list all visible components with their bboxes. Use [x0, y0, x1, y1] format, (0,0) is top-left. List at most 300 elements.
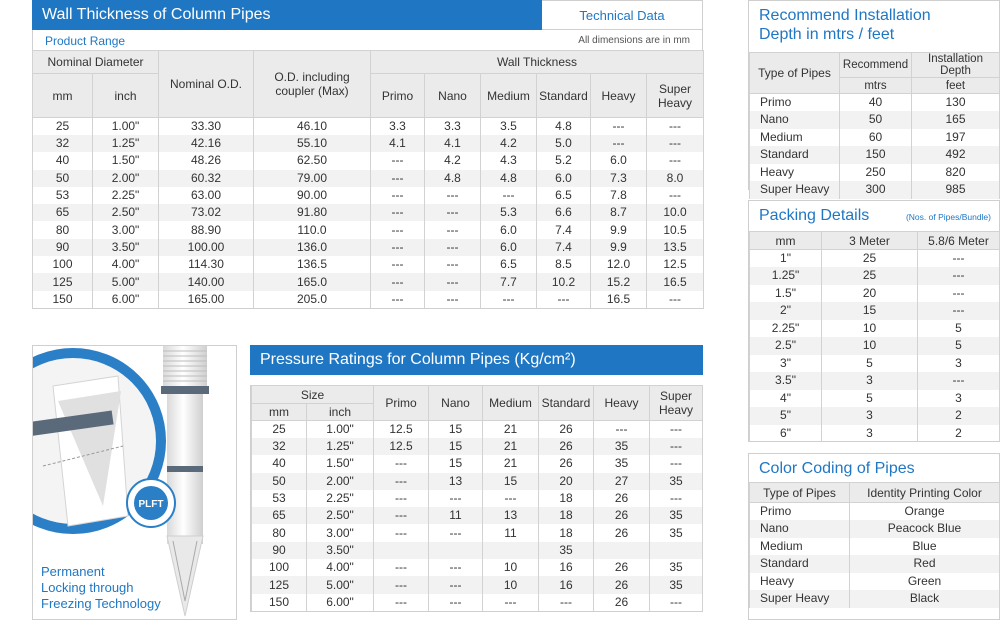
table-cell: 125	[33, 273, 93, 290]
table-row	[750, 407, 1000, 425]
table-cell: Blue	[850, 538, 1000, 556]
table-cell: 4.8	[425, 170, 481, 187]
color-column-header: Identity Printing Color	[850, 483, 1000, 503]
table-row	[252, 576, 703, 593]
installation-depth-title	[749, 1, 999, 48]
pressure-mm-header: mm	[252, 404, 307, 421]
table-row	[33, 239, 704, 256]
table-cell: 2	[918, 407, 1000, 425]
table-row	[33, 152, 704, 169]
table-cell: 150	[840, 146, 912, 164]
table-cell: Orange	[850, 503, 1000, 521]
table-cell: 7.4	[537, 239, 591, 256]
table-row	[750, 538, 1000, 556]
wall-grade-header: Heavy	[591, 74, 647, 118]
installation-title-line-2: Depth in mtrs / feet	[759, 26, 895, 43]
table-cell: 4"	[750, 390, 822, 408]
installation-depth-panel	[748, 0, 1000, 197]
table-cell: 5.00"	[307, 576, 374, 593]
table-cell: 165	[912, 111, 1000, 129]
pipe-thread	[161, 346, 209, 394]
table-cell: 3.50"	[93, 239, 159, 256]
pressure-grade-header: Heavy	[594, 386, 650, 421]
table-cell: 26	[539, 421, 594, 439]
pressure-ratings-title: Pressure Ratings for Column Pipes (Kg/cm²)	[250, 345, 703, 375]
table-cell: 2.25"	[307, 490, 374, 507]
table-cell: Medium	[750, 538, 850, 556]
table-cell: ---	[650, 438, 703, 455]
table-cell: 114.30	[159, 256, 254, 273]
table-cell: 3	[822, 407, 918, 425]
table-cell: 60.32	[159, 170, 254, 187]
table-cell: 3.5"	[750, 372, 822, 390]
table-cell: 26	[594, 524, 650, 541]
table-cell: ---	[374, 594, 429, 611]
table-cell: 5.00"	[93, 273, 159, 290]
pressure-grade-header: Medium	[483, 386, 539, 421]
table-cell: 16.5	[591, 291, 647, 309]
table-cell: 3	[918, 390, 1000, 408]
table-cell: ---	[425, 239, 481, 256]
table-cell: 11	[429, 507, 483, 524]
table-row	[33, 273, 704, 290]
table-cell: 7.3	[591, 170, 647, 187]
nominal-od-header: Nominal O.D.	[159, 51, 254, 118]
table-cell: 21	[483, 438, 539, 455]
table-cell: 100	[252, 559, 307, 576]
table-cell: 165.00	[159, 291, 254, 309]
table-row	[750, 302, 1000, 320]
color-coding-table	[749, 482, 1000, 608]
table-cell: 250	[840, 164, 912, 182]
table-cell: 5	[918, 337, 1000, 355]
table-cell: ---	[647, 118, 704, 136]
color-coding-panel	[748, 453, 1000, 620]
plft-badge-text: PLFT	[138, 499, 164, 510]
table-cell: 48.26	[159, 152, 254, 169]
pressure-inch-header: inch	[307, 404, 374, 421]
table-cell: 32	[252, 438, 307, 455]
feet-header: feet	[912, 78, 1000, 94]
mm-header: mm	[33, 74, 93, 118]
table-cell: 4.8	[537, 118, 591, 136]
table-cell: 13	[429, 473, 483, 490]
table-cell: 65	[252, 507, 307, 524]
table-cell: 1.00"	[307, 421, 374, 439]
dimensions-note: All dimensions are in mm	[578, 35, 690, 46]
table-cell	[374, 542, 429, 559]
table-cell: ---	[425, 221, 481, 238]
table-cell: 53	[252, 490, 307, 507]
table-cell: 63.00	[159, 187, 254, 204]
table-cell: ---	[429, 490, 483, 507]
table-cell: 6.5	[481, 256, 537, 273]
inch-header: inch	[93, 74, 159, 118]
table-cell: ---	[483, 490, 539, 507]
table-cell: 3	[822, 425, 918, 443]
table-cell: ---	[371, 187, 425, 204]
table-cell: 136.5	[254, 256, 371, 273]
table-cell: 165.0	[254, 273, 371, 290]
table-cell: ---	[594, 421, 650, 439]
od-coupler-header: O.D. including coupler (Max)	[254, 51, 371, 118]
table-cell: 15.2	[591, 273, 647, 290]
table-cell: 16	[539, 576, 594, 593]
table-cell: 205.0	[254, 291, 371, 309]
table-cell: ---	[371, 273, 425, 290]
color-coding-title: Color Coding of Pipes	[759, 460, 915, 477]
table-cell: ---	[591, 118, 647, 136]
table-cell: ---	[374, 473, 429, 490]
table-cell: 1.25"	[307, 438, 374, 455]
packing-details-table	[749, 231, 1000, 442]
table-cell: 26	[594, 576, 650, 593]
table-cell: Medium	[750, 129, 840, 147]
packing-column-header: 5.8/6 Meter	[918, 232, 1000, 250]
table-cell: ---	[425, 204, 481, 221]
table-row	[750, 573, 1000, 591]
table-cell: ---	[591, 135, 647, 152]
table-cell: 2.00"	[93, 170, 159, 187]
table-cell: 65	[33, 204, 93, 221]
wall-subheader	[32, 30, 703, 50]
table-cell: 150	[252, 594, 307, 611]
table-cell: Red	[850, 555, 1000, 573]
table-cell: 2.50"	[93, 204, 159, 221]
table-cell: Nano	[750, 520, 850, 538]
table-cell: 2.00"	[307, 473, 374, 490]
table-cell: 4.00"	[93, 256, 159, 273]
table-cell: 6.0	[481, 239, 537, 256]
table-cell: 21	[483, 421, 539, 439]
wall-grade-header: Medium	[481, 74, 537, 118]
wall-thickness-panel	[32, 0, 703, 311]
caption-line-3: Freezing Technology	[41, 596, 161, 611]
color-column-header: Type of Pipes	[750, 483, 850, 503]
table-cell: ---	[374, 490, 429, 507]
table-cell: ---	[429, 524, 483, 541]
table-cell: 35	[650, 473, 703, 490]
table-cell: 4.2	[425, 152, 481, 169]
table-cell: 35	[650, 576, 703, 593]
table-cell: ---	[374, 576, 429, 593]
table-cell: 35	[594, 455, 650, 472]
table-cell: 3.50"	[307, 542, 374, 559]
table-cell: 25	[822, 250, 918, 268]
table-row	[252, 473, 703, 490]
table-cell: Peacock Blue	[850, 520, 1000, 538]
table-cell: ---	[374, 455, 429, 472]
table-cell: 79.00	[254, 170, 371, 187]
wall-grade-header: Nano	[425, 74, 481, 118]
table-cell: 15	[822, 302, 918, 320]
wall-thickness-group-header: Wall Thickness	[371, 51, 704, 74]
table-cell: 26	[594, 594, 650, 611]
installation-title-line-1: Recommend Installation	[759, 7, 931, 24]
table-cell: ---	[483, 594, 539, 611]
table-cell: 27	[594, 473, 650, 490]
table-cell: 8.5	[537, 256, 591, 273]
table-cell: 15	[429, 438, 483, 455]
table-cell: Primo	[750, 503, 850, 521]
table-cell: 2.25"	[93, 187, 159, 204]
install-depth-header: Installation Depth	[912, 53, 1000, 78]
table-cell: 4.2	[481, 135, 537, 152]
table-cell: 35	[650, 559, 703, 576]
table-cell: ---	[425, 291, 481, 309]
table-cell: 10.2	[537, 273, 591, 290]
table-cell: 6"	[750, 425, 822, 443]
table-row	[750, 320, 1000, 338]
table-row	[252, 438, 703, 455]
table-cell: ---	[371, 221, 425, 238]
table-cell: 18	[539, 507, 594, 524]
table-cell: 1"	[750, 250, 822, 268]
table-row	[750, 590, 1000, 608]
table-cell: ---	[425, 273, 481, 290]
installation-depth-table	[749, 52, 1000, 199]
table-cell: 88.90	[159, 221, 254, 238]
mtrs-header: mtrs	[840, 78, 912, 94]
table-cell: 13.5	[647, 239, 704, 256]
table-cell: 1.00"	[93, 118, 159, 136]
nominal-diameter-header: Nominal Diameter	[33, 51, 159, 74]
table-cell: 1.25"	[93, 135, 159, 152]
packing-details-title: Packing Details	[759, 207, 870, 224]
table-cell: 20	[822, 285, 918, 303]
table-cell: 7.4	[537, 221, 591, 238]
table-cell: 35	[650, 507, 703, 524]
table-cell: ---	[647, 291, 704, 309]
table-cell: 4.3	[481, 152, 537, 169]
table-cell: 26	[594, 490, 650, 507]
table-cell: 100.00	[159, 239, 254, 256]
table-cell: 5	[822, 355, 918, 373]
table-cell: 140.00	[159, 273, 254, 290]
table-cell: 40	[840, 94, 912, 112]
table-cell: 55.10	[254, 135, 371, 152]
table-cell: ---	[371, 256, 425, 273]
table-cell: 6.5	[537, 187, 591, 204]
table-cell: 150	[33, 291, 93, 309]
table-cell: 50	[33, 170, 93, 187]
table-cell: 130	[912, 94, 1000, 112]
table-row	[33, 187, 704, 204]
table-cell: 40	[33, 152, 93, 169]
table-cell: 13	[483, 507, 539, 524]
table-row	[750, 355, 1000, 373]
caption-line-2: Locking through	[41, 580, 134, 595]
table-cell: 6.0	[591, 152, 647, 169]
table-row	[750, 164, 1000, 182]
table-cell: 5.2	[537, 152, 591, 169]
pressure-grade-header: Standard	[539, 386, 594, 421]
table-cell: ---	[537, 291, 591, 309]
table-cell: 26	[539, 455, 594, 472]
table-cell: ---	[371, 204, 425, 221]
table-row	[750, 503, 1000, 521]
table-cell: 6.0	[481, 221, 537, 238]
table-cell: ---	[374, 559, 429, 576]
table-cell: 16	[539, 559, 594, 576]
pressure-ratings-panel	[250, 345, 703, 620]
table-row	[750, 250, 1000, 268]
install-type-header: Type of Pipes	[750, 53, 840, 94]
table-cell: 10	[483, 559, 539, 576]
table-cell: 5"	[750, 407, 822, 425]
table-cell: ---	[429, 559, 483, 576]
table-cell: 985	[912, 181, 1000, 199]
table-cell: 4.1	[425, 135, 481, 152]
table-cell: ---	[918, 250, 1000, 268]
caption-line-1: Permanent	[41, 564, 105, 579]
table-row	[750, 337, 1000, 355]
packing-details-panel	[748, 200, 1000, 442]
table-cell: ---	[374, 507, 429, 524]
recommend-header: Recommend	[840, 53, 912, 78]
table-cell: ---	[650, 490, 703, 507]
table-cell: 125	[252, 576, 307, 593]
table-cell	[594, 542, 650, 559]
table-cell: 5.0	[537, 135, 591, 152]
table-cell: 820	[912, 164, 1000, 182]
pressure-ratings-table	[251, 385, 703, 611]
table-row	[750, 390, 1000, 408]
table-row	[252, 559, 703, 576]
table-cell: 20	[539, 473, 594, 490]
table-row	[750, 425, 1000, 443]
table-cell: Primo	[750, 94, 840, 112]
table-cell: 1.50"	[307, 455, 374, 472]
table-cell: Nano	[750, 111, 840, 129]
table-cell: 25	[33, 118, 93, 136]
table-cell: 5.3	[481, 204, 537, 221]
table-cell: 42.16	[159, 135, 254, 152]
table-cell: 15	[483, 473, 539, 490]
table-cell: 10.0	[647, 204, 704, 221]
table-cell: 2"	[750, 302, 822, 320]
table-cell: 4.8	[481, 170, 537, 187]
packing-details-header	[749, 201, 999, 231]
table-cell: Green	[850, 573, 1000, 591]
table-cell: 7.8	[591, 187, 647, 204]
table-cell: ---	[481, 291, 537, 309]
wall-thickness-table	[32, 50, 704, 309]
table-cell: 40	[252, 455, 307, 472]
table-cell: ---	[425, 256, 481, 273]
table-cell: 26	[594, 507, 650, 524]
table-cell: 10	[483, 576, 539, 593]
table-cell: Heavy	[750, 164, 840, 182]
table-cell: Super Heavy	[750, 181, 840, 199]
table-cell: 7.7	[481, 273, 537, 290]
table-cell: 3"	[750, 355, 822, 373]
table-cell: 10	[822, 320, 918, 338]
table-cell: 15	[429, 455, 483, 472]
table-row	[252, 524, 703, 541]
table-cell: 50	[252, 473, 307, 490]
table-cell: Heavy	[750, 573, 850, 591]
table-row	[33, 135, 704, 152]
pressure-grade-header: Super Heavy	[650, 386, 703, 421]
table-cell: 12.5	[374, 421, 429, 439]
wall-grade-header: Primo	[371, 74, 425, 118]
table-row	[750, 285, 1000, 303]
table-cell: ---	[650, 594, 703, 611]
table-cell: 90.00	[254, 187, 371, 204]
table-cell: 80	[252, 524, 307, 541]
table-cell: 26	[594, 559, 650, 576]
table-cell: 46.10	[254, 118, 371, 136]
table-cell: ---	[647, 187, 704, 204]
table-cell: 10	[822, 337, 918, 355]
table-cell: 197	[912, 129, 1000, 147]
table-cell: ---	[371, 152, 425, 169]
table-cell: 2	[918, 425, 1000, 443]
table-cell: 4.1	[371, 135, 425, 152]
table-cell	[483, 542, 539, 559]
table-cell: 53	[33, 187, 93, 204]
table-cell: 6.6	[537, 204, 591, 221]
table-cell: ---	[429, 594, 483, 611]
table-row	[750, 94, 1000, 112]
table-cell: 35	[650, 524, 703, 541]
table-cell: 12.5	[647, 256, 704, 273]
table-row	[750, 129, 1000, 147]
wall-thickness-title: Wall Thickness of Column Pipes	[32, 0, 542, 30]
table-cell: 12.5	[374, 438, 429, 455]
table-cell: ---	[539, 594, 594, 611]
table-cell: 21	[483, 455, 539, 472]
table-cell: 1.25"	[750, 267, 822, 285]
table-cell: 2.25"	[750, 320, 822, 338]
table-cell: 5	[822, 390, 918, 408]
table-cell: 73.02	[159, 204, 254, 221]
table-cell: 90	[33, 239, 93, 256]
table-cell: ---	[918, 372, 1000, 390]
table-cell: 32	[33, 135, 93, 152]
technical-data-tab[interactable]: Technical Data	[542, 0, 703, 30]
product-range-label: Product Range	[45, 34, 126, 48]
table-cell: 35	[539, 542, 594, 559]
table-cell: Black	[850, 590, 1000, 608]
table-cell: ---	[371, 170, 425, 187]
table-cell: 91.80	[254, 204, 371, 221]
table-row	[33, 204, 704, 221]
table-row	[252, 490, 703, 507]
table-row	[33, 221, 704, 238]
table-cell: 35	[594, 438, 650, 455]
table-cell: 3	[918, 355, 1000, 373]
table-cell: 6.0	[537, 170, 591, 187]
table-cell: 3	[822, 372, 918, 390]
packing-column-header: 3 Meter	[822, 232, 918, 250]
table-cell: ---	[647, 135, 704, 152]
table-cell: 60	[840, 129, 912, 147]
table-cell: ---	[918, 267, 1000, 285]
table-cell: 18	[539, 524, 594, 541]
table-cell: ---	[371, 239, 425, 256]
table-cell: ---	[374, 524, 429, 541]
wall-grade-header: Super Heavy	[647, 74, 704, 118]
wall-thickness-header	[32, 0, 703, 30]
table-cell: ---	[650, 455, 703, 472]
table-cell: ---	[918, 285, 1000, 303]
table-cell: ---	[647, 152, 704, 169]
table-cell: ---	[918, 302, 1000, 320]
table-row	[750, 146, 1000, 164]
table-cell: 3.00"	[93, 221, 159, 238]
